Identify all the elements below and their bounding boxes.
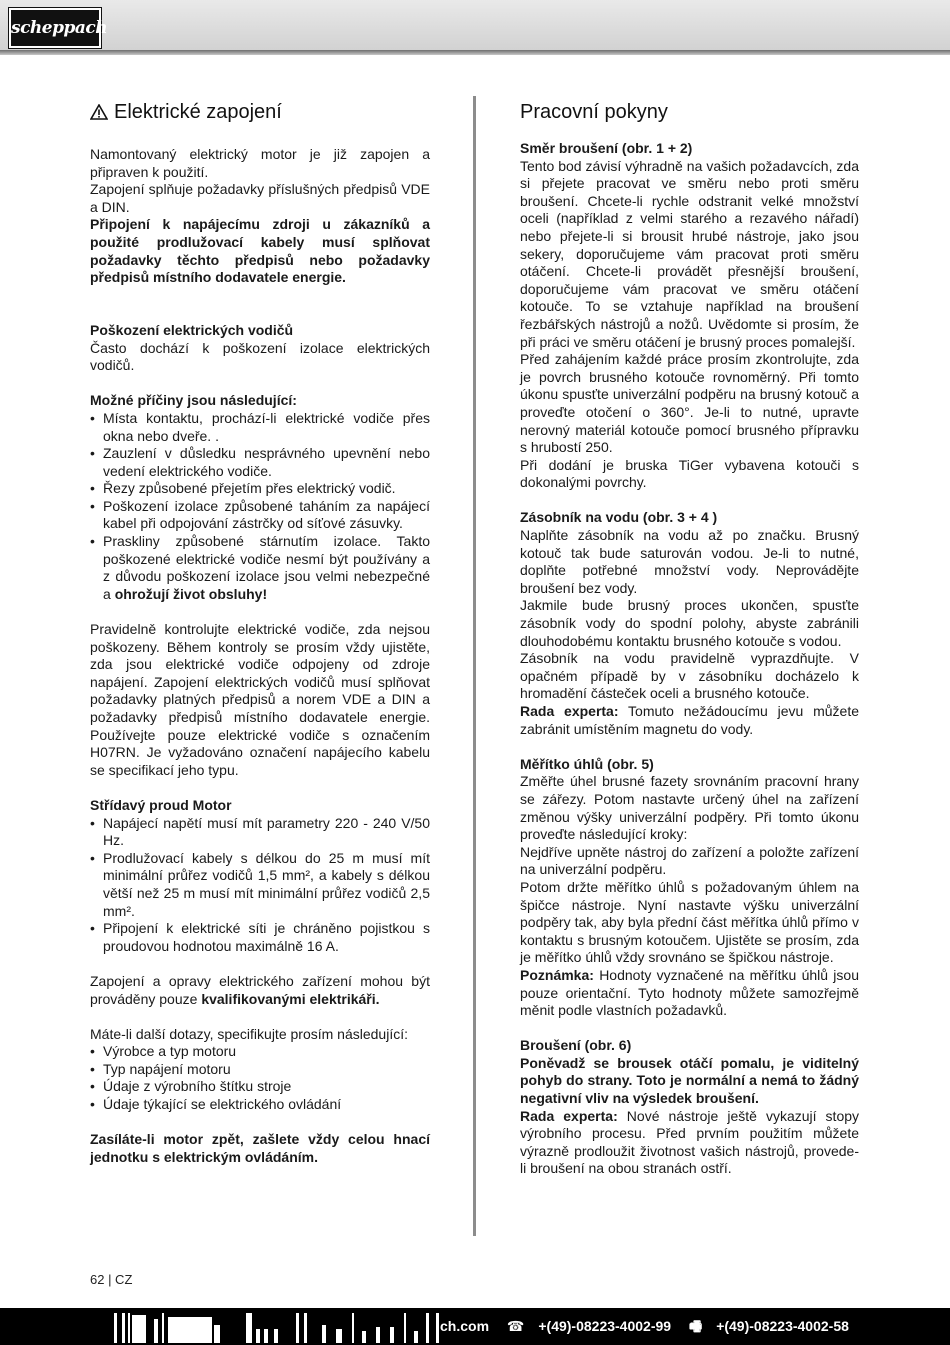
list-item: • Výrobce a typ motoru xyxy=(90,1043,430,1061)
water-heading: Zásobník na vodu (obr. 3 + 4 ) xyxy=(520,509,718,526)
brand-logo: scheppach xyxy=(9,8,101,48)
fax-icon: 🖷 xyxy=(688,1318,703,1334)
grind-tip: Rada experta: Nové nástroje ještě vykazují stopy výrobního procesu. Před prvním použitím můžete výrazně prodloužit životnost vašich nástrojů, provede-li broušení na obou stranách ostří. xyxy=(520,1107,860,1177)
list-item: • Typ napájení motoru xyxy=(90,1061,430,1079)
ac-heading: Střídavý proud Motor xyxy=(90,796,232,813)
direction-heading: Směr broušení (obr. 1 + 2) xyxy=(520,140,693,156)
list-item: • Napájecí napětí musí mít parametry 220 - 240 V/50 Hz. xyxy=(90,815,430,850)
causes-list xyxy=(90,410,430,604)
list-item: • Připojení k elektrické síti je chráněno pojistkou s proudovou hodnotou maximálně 16 A. xyxy=(90,920,430,955)
causes-heading: Možné příčiny jsou následující: xyxy=(90,392,297,409)
repair-text: Zapojení a opravy elektrického zařízení mohou být prováděny pouze kvalifikovanými elektrikáři. xyxy=(90,972,430,1007)
questions-list xyxy=(90,1043,430,1113)
list-item: • Místa kontaktu, prochází-li elektrické vodiče přes okna nebo dveře. . xyxy=(90,410,430,445)
damage-text: Často dochází k poškození izolace elektrických vodičů. xyxy=(90,339,430,374)
angle-text-2: Nejdříve upněte nástroj do zařízení a položte zařízení na univerzální podpěru. xyxy=(520,843,859,878)
check-text: Pravidelně kontrolujte elektrické vodiče, zda nejsou poškozeny. Během kontroly se prosím vždy ujistěte, zda jsou elektrické vodiče odpojeny od zdroje napájení. Zapojení elektrických vodičů musí splňovat požadavky platných předpisů a norem VDE a DIN a požadavky předpisů místního dodavatele energie. Používejte pouze elektrické vodiče s označením H07RN. Je vyžadováno označení napájecího kabelu se specifikací jeho typu. xyxy=(90,621,430,778)
intro-line-1: Namontovaný elektrický motor je již zapojen a připraven k použití. xyxy=(90,146,430,180)
return-text: Zasíláte-li motor zpět, zašlete vždy celou hnací jednotku s elektrickým ovládáním. xyxy=(90,1131,430,1165)
list-item: • Údaje týkající se elektrického ovládání xyxy=(90,1096,430,1114)
water-text-1: Naplňte zásobník na vodu až po značku. Brusný kotouč tak bude saturován vodou. Je-li to nutné, doplňte potřebné množství vody. Neprovádějte broušení bez vody. xyxy=(520,527,859,596)
list-item: • Prodlužovací kabely s délkou do 25 m musí mít minimální průřez vodičů 1,5 mm², a kabely s délkou větší než 25 m musí mít minimální průřez vodičů 2,5 mm². xyxy=(90,850,430,920)
damage-heading: Poškození elektrických vodičů xyxy=(90,321,294,338)
direction-text-3: Při dodání je bruska TiGer vybavena kotouči s dokonalými povrchy. xyxy=(520,456,859,491)
list-item: • Praskliny způsobené stárnutím izolace. Takto poškozené elektrické vodiče nesmí být používány a z důvodu poškození izolace jsou velmi nebezpečné a ohrožují život obsluhy! xyxy=(90,533,430,603)
grind-heading: Broušení (obr. 6) xyxy=(520,1037,632,1054)
header-bar xyxy=(0,0,950,50)
barcode-graphic xyxy=(114,1311,444,1345)
questions-text: Máte-li další dotazy, specifikujte prosím následující: xyxy=(90,1025,408,1042)
footer-contact xyxy=(440,1316,863,1340)
page-number: 62 | CZ xyxy=(90,1272,133,1287)
grind-bold-text: Poněvadž se brousek otáčí pomalu, je viditelný pohyb do strany. Toto je normální a nemá to žádný negativní vliv na výsledek broušení. xyxy=(520,1054,859,1107)
intro-line-3: Připojení k napájecímu zdroji u zákazníků a použité prodlužovací kabely musí splňovat požadavky těchto předpisů nebo požadavky předpisů místního dodavatele energie. xyxy=(90,216,430,286)
column-divider xyxy=(473,96,476,1236)
angle-text-1: Změřte úhel brusné fazety srovnáním pracovní hrany se zářezy. Potom nastavte určený úhel na zařízení změnou výšky univerzální podpěry. Při tomto úkonu proveďte následující kroky: xyxy=(520,773,859,843)
list-item: • Zauzlení v důsledku nesprávného upevnění nebo vedení elektrického vodiče. xyxy=(90,445,430,480)
phone-icon: ☎ xyxy=(506,1318,525,1334)
list-item: • Poškození izolace způsobené taháním za napájecí kabel při odpojování zástrčky od síťové zásuvky. xyxy=(90,498,430,533)
ac-list xyxy=(90,815,430,956)
list-item: • Řezy způsobené přejetím přes elektrický vodič. xyxy=(90,480,430,498)
direction-text-1: Tento bod závisí výhradně na vašich požadavcích, zda si přejete pracovat ve směru nebo proti směru broušení. Chcete-li rychle odstranit velké množství oceli (například z velmi starého a rezavého nářadí) nebo přejete-li si brousit hrubé nástroje, jako jsou sekery, doporučujeme vám pracovat proti směru otáčení. Chcete-li provádět přesnější broušení, doporučujeme vám pracovat ve směru otáčení kotouče. To se vztahuje například na broušení řezbářských nástrojů a nožů. Uvědomte si prosím, že při práci ve směru otáčení je brusný proces pomalejší. xyxy=(520,157,859,350)
angle-heading: Měřítko úhlů (obr. 5) xyxy=(520,755,654,772)
footer-phone: +(49)-08223-4002-99 xyxy=(538,1318,672,1334)
warning-icon xyxy=(90,104,108,120)
section-title-electrical: Elektrické zapojení xyxy=(90,100,430,124)
direction-text-2: Před zahájením každé práce prosím zkontrolujte, zda je povrch brusného kotouče rovnoměrný. Při tomto úkonu spusťte univerzální podpěru na brusný kotouč a proveďte otočení o 360°. Je-li to nutné, upravte nerovný materiál kotouče pomocí brusného přípravku s hrubostí 250. xyxy=(520,351,859,456)
water-text-2: Jakmile bude brusný proces ukončen, spusťte zásobník vody do spodní polohy, abyste zabránili dlouhodobému kontaktu brusného kotouče s vodou. xyxy=(520,597,859,649)
footer-fax: +(49)-08223-4002-58 xyxy=(716,1318,849,1334)
footer-web: ch.com xyxy=(440,1318,490,1334)
angle-note: Poznámka: Hodnoty vyznačené na měřítku úhlů jsou pouze orientační. Tyto hodnoty můžete samozřejmě měnit podle vlastních požadavků. xyxy=(520,966,859,1019)
section-title-work: Pracovní pokyny xyxy=(520,101,668,123)
water-tip: Rada experta: Tomuto nežádoucímu jevu můžete zabránit umístěním magnetu do vody. xyxy=(520,703,859,737)
water-text-3: Zásobník na vodu pravidelně vyprazdňujte. V opačném případě by v zásobníku docházelo k hromadění částeček oceli a brusného kotouče. xyxy=(520,650,859,702)
intro-line-2: Zapojení splňuje požadavky příslušných předpisů VDE a DIN. xyxy=(90,181,430,215)
header-shadow xyxy=(0,50,950,55)
left-column xyxy=(90,100,430,1166)
right-column xyxy=(520,100,859,1178)
angle-text-3: Potom držte měřítko úhlů s požadovaným úhlem na špičce nástroje. Nyní nastavte výšku univerzální podpěry tak, aby byla přední část měřítka úhlů přímo v kontaktu s brusným kotoučem. Ujistěte se prosím, zda je měřítko úhlů vždy srovnáno se špičkou nástroje. xyxy=(520,878,859,966)
list-item: • Údaje z výrobního štítku stroje xyxy=(90,1078,430,1096)
